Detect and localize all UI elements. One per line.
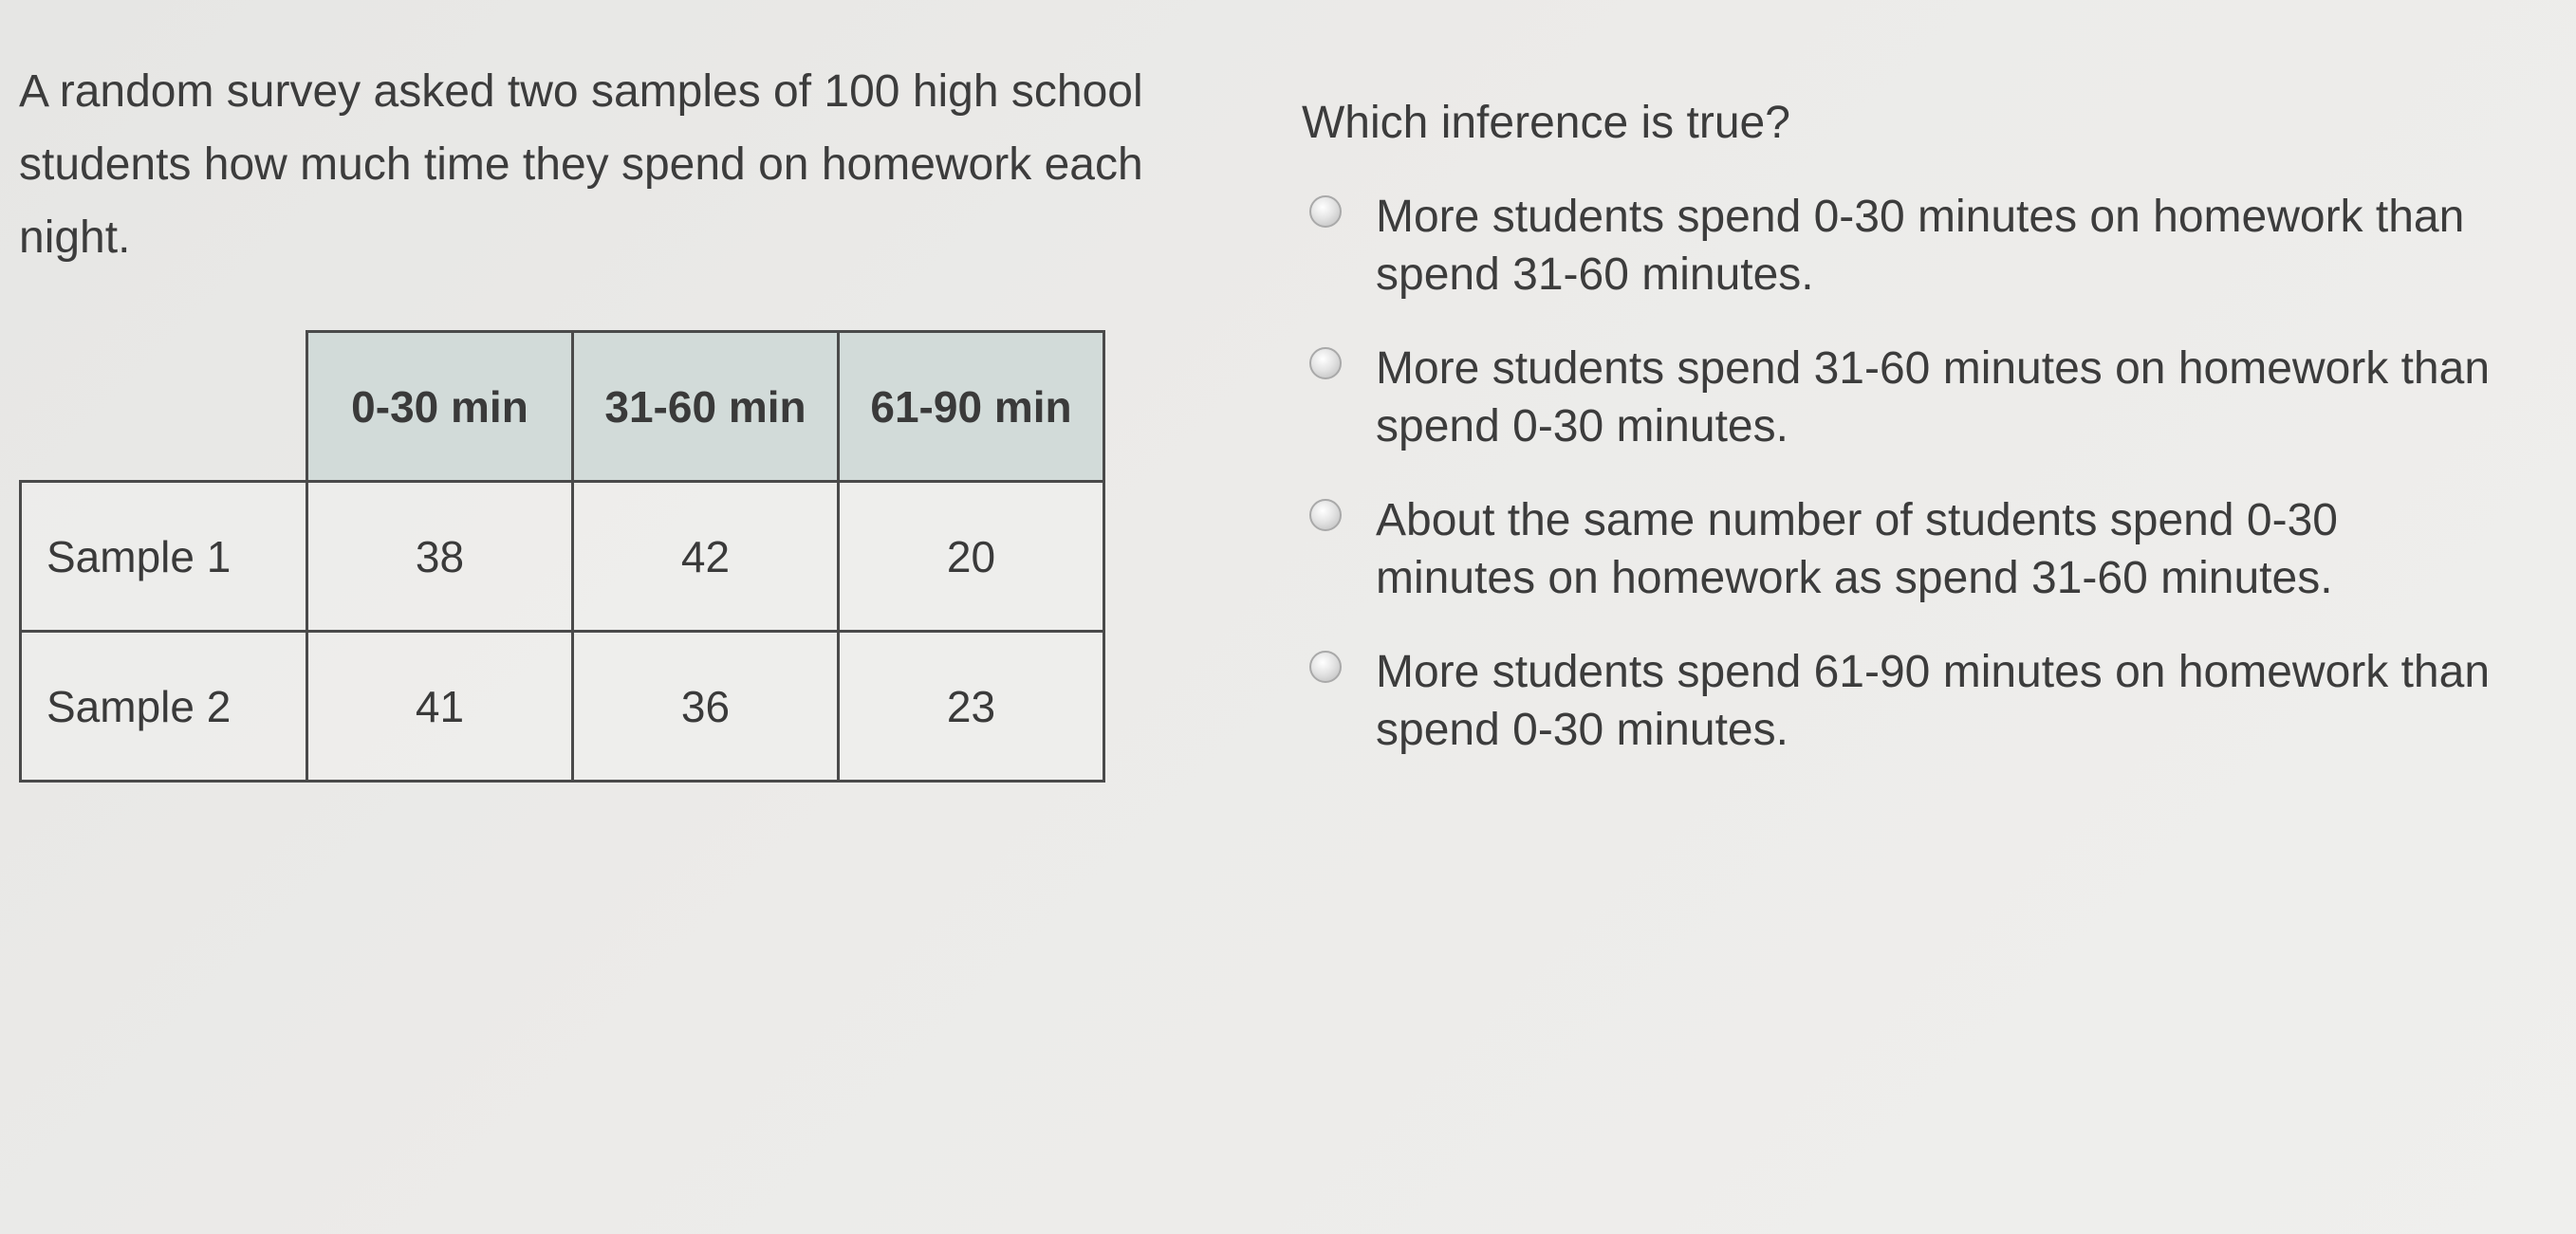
radio-button[interactable] [1309,195,1342,228]
table-cell: 20 [839,482,1104,632]
row-label: Sample 1 [21,482,307,632]
table-corner-cell [21,332,307,482]
table-row [21,482,1104,632]
radio-button[interactable] [1309,347,1342,379]
table-cell: 41 [307,632,573,782]
table-cell: 38 [307,482,573,632]
question-text: Which inference is true? [1302,98,1790,148]
survey-table-wrapper [19,330,1105,783]
answer-choice-b[interactable] [1302,340,2535,455]
choice-label[interactable]: About the same number of students spend 0-30 minutes on homework as spend 31-60 minutes. [1376,495,2338,603]
table-row [21,632,1104,782]
survey-table [19,330,1105,783]
answer-choice-a[interactable] [1302,188,2535,304]
column-header: 61-90 min [839,332,1104,482]
table-header-row [21,332,1104,482]
answer-choices [1302,188,2535,759]
choice-label[interactable]: More students spend 61-90 minutes on homework than spend 0-30 minutes. [1376,647,2491,755]
radio-button[interactable] [1309,499,1342,531]
choice-label[interactable]: More students spend 31-60 minutes on homework than spend 0-30 minutes. [1376,343,2491,451]
answer-choice-c[interactable] [1302,491,2535,607]
table-cell: 23 [839,632,1104,782]
column-header: 31-60 min [573,332,839,482]
question-panel [1302,93,2535,795]
choice-label[interactable]: More students spend 0-30 minutes on homework than spend 31-60 minutes. [1376,192,2465,300]
radio-button[interactable] [1309,651,1342,683]
answer-choice-d[interactable] [1302,643,2535,759]
table-cell: 36 [573,632,839,782]
problem-panel [19,55,1252,731]
problem-prompt: A random survey asked two samples of 100 high school students how much time they spend on homework each night. [19,66,1143,263]
table-cell: 42 [573,482,839,632]
column-header: 0-30 min [307,332,573,482]
row-label: Sample 2 [21,632,307,782]
